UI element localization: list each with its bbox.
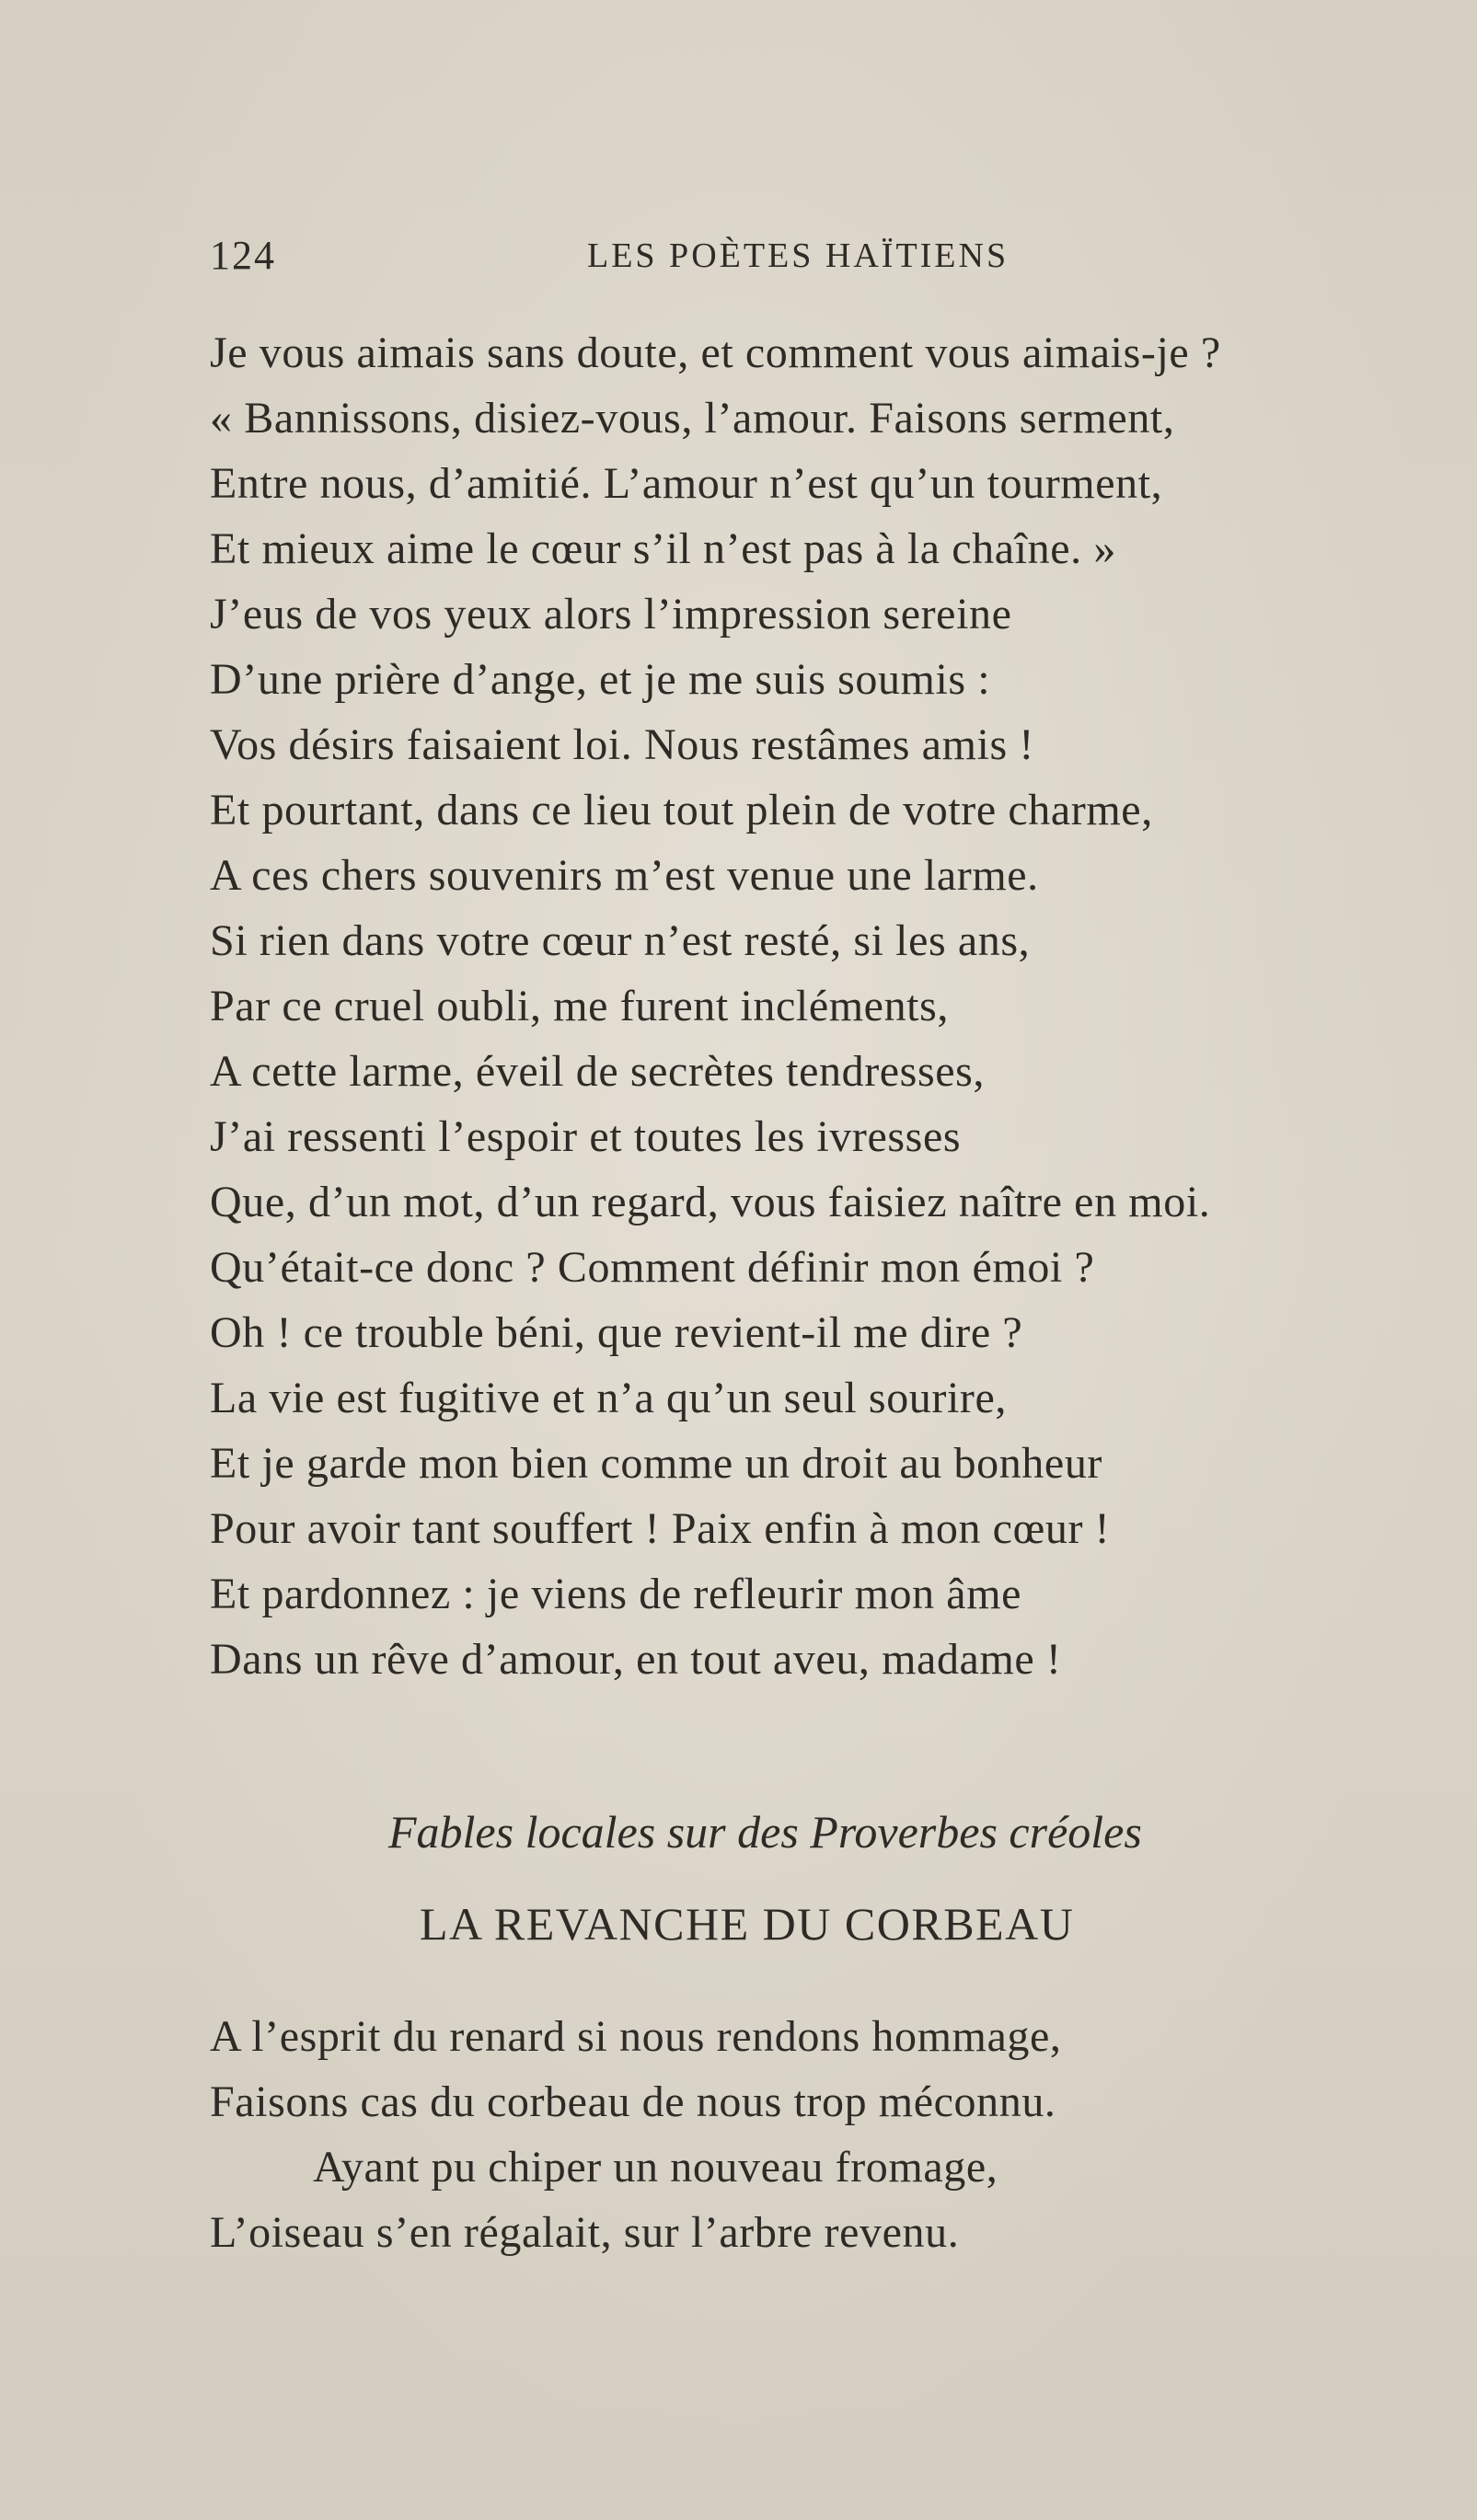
fable-line: Faisons cas du corbeau de nous trop méconnu. bbox=[210, 2077, 1056, 2126]
page-header bbox=[210, 232, 1392, 283]
poem-line: Je vous aimais sans doute, et comment vous aimais-je ? bbox=[210, 328, 1221, 377]
fable-line: L’oiseau s’en régalait, sur l’arbre revenu. bbox=[210, 2208, 960, 2257]
poem-line: Et pourtant, dans ce lieu tout plein de votre charme, bbox=[210, 786, 1153, 834]
poem-line: Et pardonnez : je viens de refleurir mon âme bbox=[210, 1570, 1022, 1618]
section-heading: Fables locales sur des Proverbes créoles bbox=[388, 1806, 1142, 1858]
poem-line: Vos désirs faisaient loi. Nous restâmes amis ! bbox=[210, 720, 1034, 769]
poem-line: Pour avoir tant souffert ! Paix enfin à mon cœur ! bbox=[210, 1504, 1111, 1553]
poem-line: D’une prière d’ange, et je me suis soumis : bbox=[210, 655, 991, 704]
running-title: LES POÈTES HAÏTIENS bbox=[587, 236, 1010, 275]
poem-line: J’eus de vos yeux alors l’impression sereine bbox=[210, 590, 1012, 639]
poem-line: Oh ! ce trouble béni, que revient-il me dire ? bbox=[210, 1308, 1023, 1357]
poem-line: A cette larme, éveil de secrètes tendresses, bbox=[210, 1047, 986, 1096]
fable-line: A l’esprit du renard si nous rendons hommage, bbox=[210, 2012, 1062, 2061]
poem-line: Dans un rêve d’amour, en tout aveu, madame ! bbox=[210, 1635, 1062, 1684]
page-number: 124 bbox=[210, 233, 276, 278]
poem-line: Si rien dans votre cœur n’est resté, si les ans, bbox=[210, 916, 1031, 965]
poem-line: Et je garde mon bien comme un droit au bonheur bbox=[210, 1439, 1102, 1488]
poem-line: A ces chers souvenirs m’est venue une larme. bbox=[210, 851, 1039, 900]
poem-line: Entre nous, d’amitié. L’amour n’est qu’un tourment, bbox=[210, 459, 1163, 508]
poem-line: J’ai ressenti l’espoir et toutes les ivresses bbox=[210, 1112, 962, 1161]
fable-title: LA REVANCHE DU CORBEAU bbox=[420, 1898, 1075, 1950]
poem-line: Par ce cruel oubli, me furent incléments, bbox=[210, 982, 949, 1030]
fable-line: Ayant pu chiper un nouveau fromage, bbox=[313, 2143, 998, 2192]
poem-line: La vie est fugitive et n’a qu’un seul sourire, bbox=[210, 1374, 1008, 1422]
poem-line: Qu’était-ce donc ? Comment définir mon émoi ? bbox=[210, 1243, 1095, 1292]
poem-line: Et mieux aime le cœur s’il n’est pas à la chaîne. » bbox=[210, 524, 1116, 573]
poem-line: « Bannissons, disiez-vous, l’amour. Faisons serment, bbox=[210, 394, 1175, 443]
poem-line: Que, d’un mot, d’un regard, vous faisiez naître en moi. bbox=[210, 1178, 1211, 1226]
